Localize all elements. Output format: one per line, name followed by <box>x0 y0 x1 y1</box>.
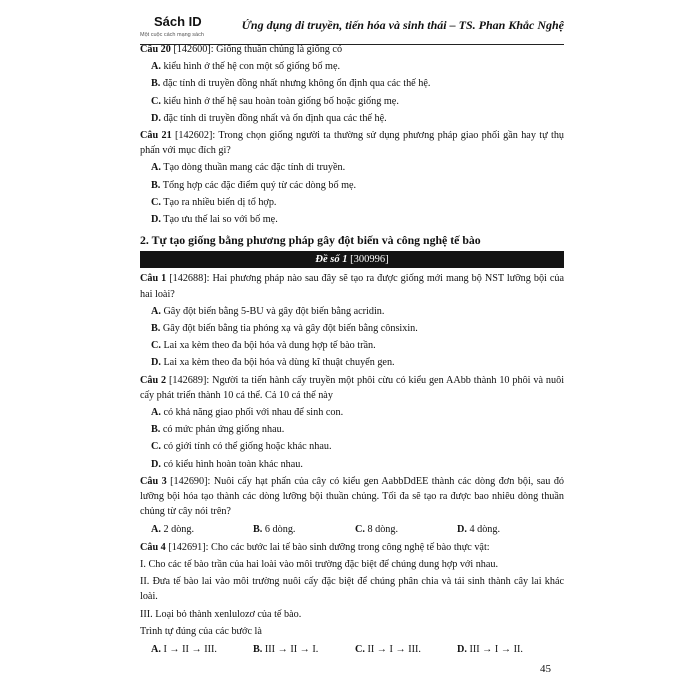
question-label: Câu 3 <box>140 475 167 487</box>
question-stem: Hai phương pháp nào sau đây sẽ tạo ra được giống mới mang bộ NST lưỡng bội của hai loài? <box>140 273 565 300</box>
exam-set-banner <box>140 251 564 268</box>
question-4 <box>140 540 564 555</box>
option-a: A. Tạo dòng thuần mang các đặc tính di truyền. <box>151 162 346 174</box>
book-title: Ứng dụng di truyền, tiến hóa và sinh thái – TS. Phan Khắc Nghệ <box>241 18 564 32</box>
option-b: B. Tổng hợp các đặc điểm quý từ các dòng bố mẹ. <box>151 179 357 191</box>
question-label: Câu 2 <box>140 374 167 386</box>
question-stem: Giống thuần chủng là giống có <box>216 44 343 55</box>
option-c: C. 8 dòng. <box>355 524 399 536</box>
option-d: D. đặc tính di truyền đồng nhất và ổn định qua các thế hệ. <box>151 112 387 124</box>
question-code: [142690]: <box>170 475 211 487</box>
question-stem: Cho các bước lai tế bào sinh dưỡng trong công nghệ tế bào thực vật: <box>211 541 490 553</box>
question-2 <box>140 373 564 403</box>
question-stem: Trong chọn giống người ta thường sử dụng phương pháp giao phối gần hay tự thụ phấn với mục đích gì? <box>140 130 565 157</box>
option-a: A. kiểu hình ở thế hệ con một số giống bố mẹ. <box>151 61 341 73</box>
option-d: D. có kiểu hình hoàn toàn khác nhau. <box>151 458 303 470</box>
option-c: C. Lai xa kèm theo đa bội hóa và dung hợp tế bào trần. <box>151 340 376 352</box>
exam-set-code: [300996] <box>350 254 389 266</box>
question-stem: Người ta tiến hành cấy truyền một phôi cừu có kiểu gen AAbb thành 10 phôi và nuôi cấy phát triển thành 10 cá thể. Cả 10 cá thể này <box>140 374 565 401</box>
step-2: II. Đưa tế bào lai vào môi trường nuôi cấy đặc biệt để chúng phân chia và tái sinh thành cây lai khác loài. <box>140 576 564 603</box>
option-b: B. có mức phản ứng giống nhau. <box>151 424 285 436</box>
option-a: A. I → II → III. <box>151 643 217 655</box>
option-c: C. kiểu hình ở thế hệ sau hoàn toàn giống bố hoặc giống mẹ. <box>151 95 399 107</box>
option-a: A. 2 dòng. <box>151 524 195 536</box>
question-label: Câu 1 <box>140 273 167 285</box>
option-c: C. II → I → III. <box>355 643 421 655</box>
question-code: [142688]: <box>169 273 210 285</box>
step-3: III. Loại bỏ thành xenlulozơ của tế bào. <box>140 608 302 620</box>
option-b: B. III → II → I. <box>253 643 319 655</box>
option-d: D. III → I → II. <box>457 643 523 655</box>
question-stem: Nuôi cấy hạt phấn của cây có kiểu gen AabbDdEE thành các dòng đơn bội, sau đó lưỡng bội hóa tạo thành các dòng lưỡng bội thuần chủng. Tối đa sẽ tạo ra được bao nhiêu dòng thuần chủng từ cây nói trên? <box>140 475 565 518</box>
options-row <box>140 642 564 657</box>
question-label: Câu 20 <box>140 44 171 55</box>
option-c: C. Tạo ra nhiều biến dị tổ hợp. <box>151 196 277 208</box>
logo-text: Sách ID <box>154 14 202 29</box>
question-code: [142689]: <box>169 374 210 386</box>
question-label: Câu 4 <box>140 541 166 553</box>
step-1: I. Cho các tế bào trần của hai loài vào môi trường đặc biệt để chúng dung hợp với nhau. <box>140 558 499 570</box>
option-b: B. Gây đột biến bằng tia phóng xạ và gây đột biến bằng cônsixin. <box>151 323 418 335</box>
question-label: Câu 21 <box>140 130 172 142</box>
option-b: B. đặc tính di truyền đồng nhất nhưng không ổn định qua các thế hệ. <box>151 78 431 90</box>
question-code: [142602]: <box>175 130 216 142</box>
option-d: D. Lai xa kèm theo đa bội hóa và dùng kĩ thuật chuyển gen. <box>151 357 395 369</box>
question-1 <box>140 271 564 301</box>
page-number: 45 <box>540 663 551 675</box>
option-d: D. 4 dòng. <box>457 524 501 536</box>
question-21 <box>140 128 564 158</box>
question-code: [142691]: <box>168 541 209 553</box>
logo-tagline: Một cuộc cách mạng sách <box>140 32 204 38</box>
question-code: [142600]: <box>173 44 214 55</box>
option-b: B. 6 dòng. <box>253 524 296 536</box>
option-a: A. Gây đột biến bằng 5-BU và gây đột biến bằng acridin. <box>151 305 385 317</box>
options-row <box>140 522 564 537</box>
question-3 <box>140 474 564 520</box>
question-prompt: Trình tự đúng của các bước là <box>140 625 262 637</box>
section-heading: 2. Tự tạo giống bằng phương pháp gây đột biến và công nghệ tế bào <box>140 233 481 248</box>
page-content <box>140 40 564 657</box>
option-d: D. Tạo ưu thế lai so với bố mẹ. <box>151 214 278 226</box>
question-20 <box>140 42 564 57</box>
option-c: C. có giới tính có thể giống hoặc khác nhau. <box>151 441 332 453</box>
option-a: A. có khả năng giao phối với nhau để sinh con. <box>151 407 344 419</box>
exam-set-label: Đề số 1 <box>315 254 348 266</box>
